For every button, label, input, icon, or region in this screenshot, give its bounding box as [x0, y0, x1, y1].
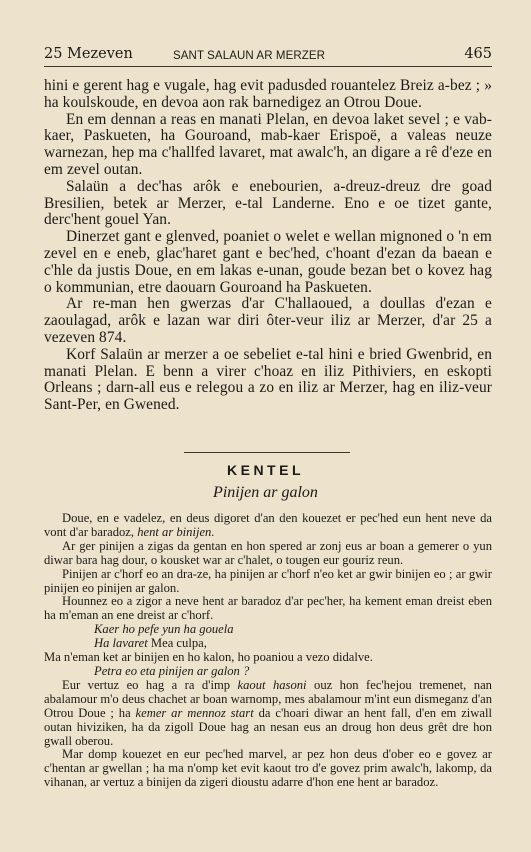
paragraph: Korf Salaün ar merzer a oe sebeliet e-tal hini e bried Gwenbrid, en manati Plelan. E benn a virer c'hoaz en iliz Pithiviers, en eskopti Orleans ; darn-all eus e relegou a zo en iliz ar Merzer, hag en iliz-veur Sant-Per, en Gwened.	[44, 345, 492, 414]
main-text	[44, 78, 492, 414]
header-title: SANT SALAUN AR MERZER	[173, 50, 326, 62]
lesson-italic: kemer ar mennoz start	[135, 705, 254, 720]
lesson-text-run: Eur vertuz eo hag a ra d'imp	[62, 677, 231, 692]
lesson-paragraph: Ar ger pinijen a zigas da gentan en hon spered ar zonj eus ar boan a gemerer o yun diwar bara hag dour, o kousket war ar c'halet, o tougen eur gouriz reun.	[44, 538, 492, 567]
lesson-text-run: da c'hoari diwar an hent fall, d'en em ziwall outan hiviziken, ha da zigoll Doue hag an nesan eus an droug hon deus grêt dre hon gwall oberou.	[44, 705, 492, 748]
lesson-paragraph: Mar domp kouezet en eur pec'hed marvel, ar pez hon deus d'ober eo e govez ar c'hentan ar gwellan ; ha ma n'omp ket evit kaout tro d'e govez prim awalc'h, lakomp, da vihanan, ar vertuz a binijen da zigeri dioustu adarre d'hon ene hent ar baradoz.	[44, 747, 492, 790]
lesson-paragraph: Hounnez eo a zigor a neve hent ar baradoz d'ar pec'her, ha kement eman dreist eben ha m'eman an ene dreist ar c'horf.	[44, 594, 492, 623]
page-header	[44, 44, 492, 67]
lesson-line: Ma n'eman ket ar binijen en ho kalon, ho poaniou a vezo didalve.	[44, 650, 373, 665]
lesson-text-run: Doue, en e vadelez, en deus digoret d'an den kouezet er pec'hed eun hent neve da vont d'ar baradoz,	[44, 511, 492, 539]
section-divider	[184, 452, 350, 453]
page-number: 465	[464, 46, 492, 62]
lesson-paragraph: Pinijen ar c'horf eo an dra-ze, ha pinijen ar c'horf n'eo ket ar gwir binijen eo ; ar gwir pinijen eo pinijen ar galon.	[44, 566, 492, 595]
paragraph: hini e gerent hag e vugale, hag evit padusded rouantelez Breiz a-bez ; » ha koulskoude, en devoa aon rak barnedigez an Otrou Doue.	[44, 77, 492, 111]
section-title: KENTEL	[227, 462, 304, 478]
paragraph: Dinerzet gant e glenved, poaniet o welet e wellan mignoned o 'n em zevel en e eneb, glac'haret gant e bec'hed, c'hoant d'ezan da baean e c'hle da justis Doue, en em lakas e-unan, goude bezan bet o kovez hag o kommunian, etre daouarn Gouroand ha Paskueten.	[44, 228, 492, 296]
lesson-text-run: ouz hon fec'hejou tremenet, nan abalamour m'o deus chachet ar boan warnomp, mes abalamour m'int eun dismeganz d'an Otrou Doue ; ha	[44, 677, 492, 720]
question-italic: Petra eo eta pinijen ar galon ?	[94, 663, 250, 678]
verse-italic: Kaer ho pefe yun ha gouela	[94, 622, 234, 637]
lesson-paragraph	[44, 679, 492, 749]
verse-text: Mea culpa,	[150, 636, 207, 651]
header-date: 25 Mezeven	[44, 46, 133, 62]
lesson-paragraph	[44, 512, 492, 540]
paragraph: En em dennan a reas en manati Plelan, en devoa laket sevel ; e vab-kaer, Paskueten, ha Gouroand, mab-kaer Erispoë, a valeas neuze warnezan, hep ma c'hallfed lavaret, mat awalc'h, an digare a rê d'eze en em zevel outan.	[44, 110, 492, 178]
section-subtitle: Pinijen ar galon	[213, 484, 318, 501]
verse-italic: Ha lavaret	[94, 636, 148, 651]
verse-line	[44, 623, 492, 637]
verse-line	[44, 637, 492, 651]
question-line	[44, 665, 492, 679]
paragraph: Salaün a dec'has arôk e enebourien, a-dreuz-dreuz dre goad Bresilien, betek ar Merzer, e-tal Landerne. Eno e oe tizet gante, derc'hent gouel Yan.	[44, 177, 492, 229]
lesson-italic: kaout hasoni	[237, 677, 307, 692]
lesson-text	[44, 512, 492, 790]
paragraph: Ar re-man hen gwerzas d'ar C'hallaoued, a doullas d'ezan e zaoulagad, arôk e lazan war diri ôter-veur iliz ar Merzer, d'ar 25 a vezeven 874.	[44, 295, 492, 346]
lesson-italic: hent ar binijen.	[137, 524, 215, 539]
